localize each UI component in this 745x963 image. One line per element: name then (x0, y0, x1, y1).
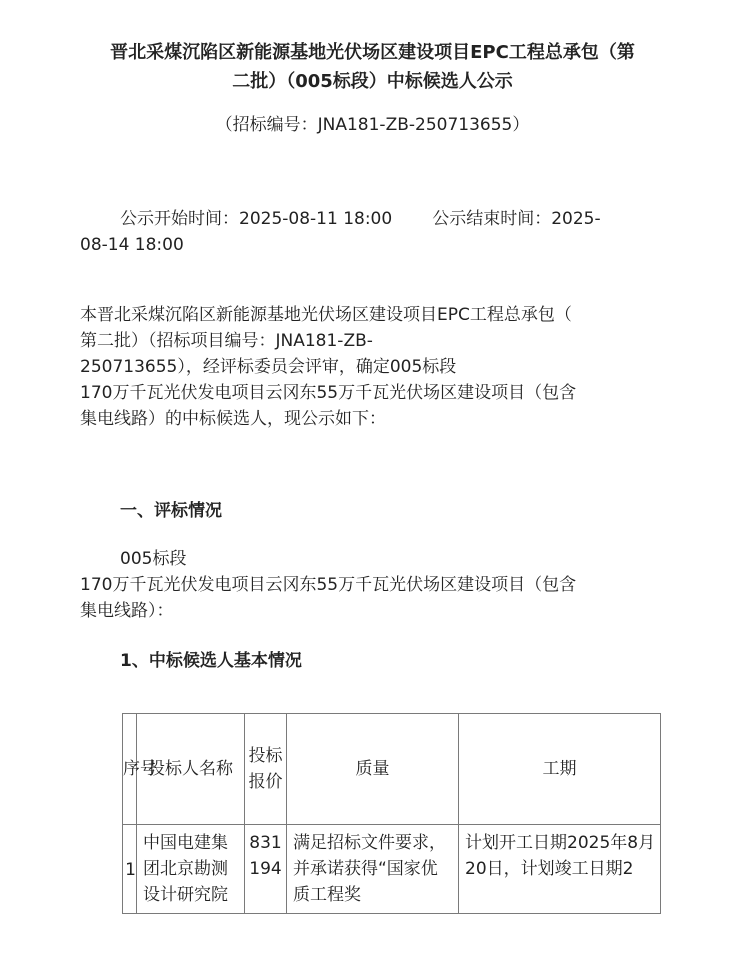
header-period: 工期 (459, 714, 661, 825)
candidate-table-container (122, 713, 660, 911)
page-title (60, 38, 685, 96)
cell-quality: 满足招标文件要求，并承诺获得“国家优质工程奖 (287, 825, 459, 914)
period-line-2: 20日，计划竣工日期2 (465, 859, 634, 879)
page-title-line-2: 二批）（005标段）中标候选人公示 (232, 71, 513, 92)
candidate-table (122, 713, 661, 914)
lot-line-2: 170万千瓦光伏发电项目云冈东55万千瓦光伏场区建设项目（包含 (80, 575, 577, 595)
intro-line-4: 170万千瓦光伏发电项目云冈东55万千瓦光伏场区建设项目（包含 (80, 383, 577, 403)
cell-bidder: 中国电建集团北京勘测设计研究院 (137, 825, 245, 914)
cell-seq: 1 (123, 825, 137, 914)
publicity-start-time: 公示开始时间：2025-08-11 18:00 (120, 209, 393, 229)
header-quality: 质量 (287, 714, 459, 825)
publicity-period (80, 206, 650, 258)
intro-line-5: 集电线路）的中标候选人，现公示如下： (80, 409, 386, 429)
bid-code: （招标编号：JNA181-ZB-250713655） (215, 115, 530, 135)
page-title-line-1: 晋北采煤沉陷区新能源基地光伏场区建设项目EPC工程总承包（第 (110, 42, 635, 63)
intro-line-3: 250713655），经评标委员会评审，确定005标段 (80, 357, 457, 377)
lot-line-1: 005标段 (120, 549, 187, 569)
period-line-1: 计划开工日期2025年8月 (465, 833, 656, 853)
lot-line-3: 集电线路）： (80, 601, 174, 621)
cell-period (459, 825, 661, 914)
table-header-row (123, 714, 661, 825)
publicity-period-line-1 (80, 206, 650, 232)
header-bidder: 投标人名称 (137, 714, 245, 825)
cell-price: 831194 (245, 825, 287, 914)
lot-description (80, 546, 650, 624)
subsection-heading-candidates: 1、中标候选人基本情况 (120, 651, 302, 671)
section-heading-evaluation: 一、评标情况 (120, 501, 222, 521)
header-price: 投标报价 (245, 714, 287, 825)
intro-paragraph (80, 302, 650, 432)
intro-line-1: 本晋北采煤沉陷区新能源基地光伏场区建设项目EPC工程总承包（ (80, 305, 572, 325)
publicity-end-time-part-2: 08-14 18:00 (80, 235, 184, 255)
table-row (123, 825, 661, 914)
intro-line-2: 第二批）（招标项目编号：JNA181-ZB- (80, 331, 373, 351)
publicity-end-time-part-1: 公示结束时间：2025- (432, 209, 601, 229)
header-seq: 序号 (123, 714, 137, 825)
